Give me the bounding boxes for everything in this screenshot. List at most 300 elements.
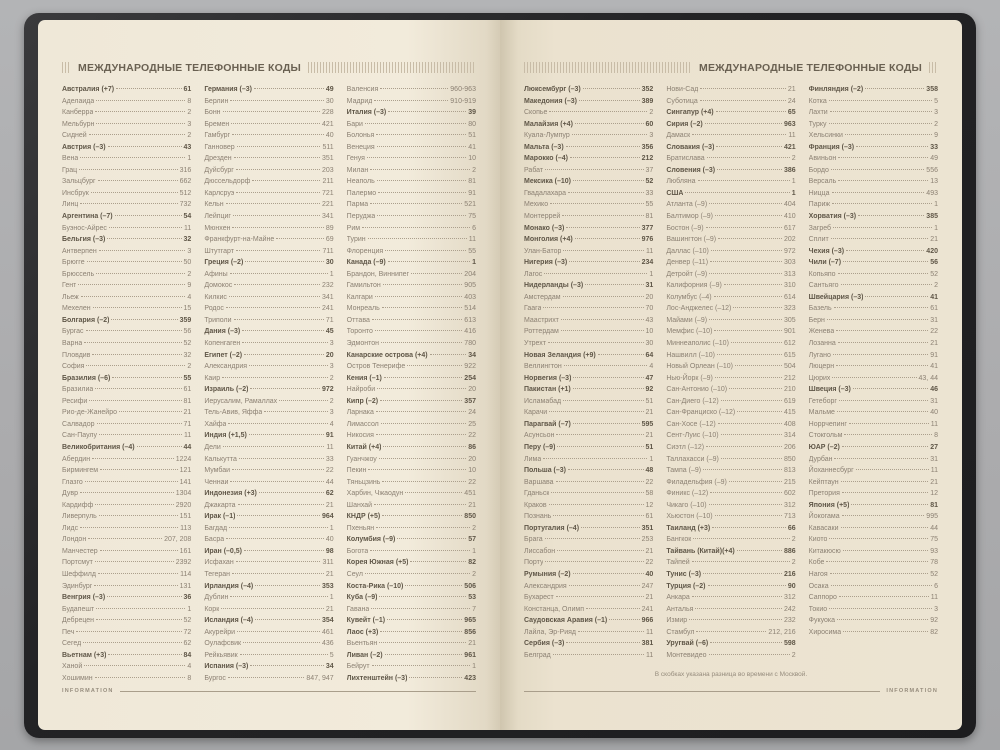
city-entry (666, 373, 795, 385)
entry-name: Балтимор (–9) (666, 213, 714, 221)
entry-code: 1 (472, 663, 476, 671)
entry-name: Бразилиа (62, 386, 94, 394)
city-entry (524, 627, 653, 639)
entry-name: Салвадор (62, 420, 95, 428)
entry-name: Шанхай (346, 501, 373, 509)
entry-code: 2 (472, 166, 476, 174)
city-entry (524, 650, 653, 662)
city-entry (666, 430, 795, 442)
entry-name: Мальме (808, 409, 835, 417)
entry-code: 161 (179, 547, 192, 555)
entry-name: Дюссельдорф (204, 178, 251, 186)
entry-code: 24 (468, 409, 476, 417)
entry-name: Монтевидео (666, 651, 707, 659)
entry-code: 423 (464, 674, 476, 682)
dot-leader (229, 527, 328, 528)
entry-code: 52 (183, 340, 192, 348)
dot-leader (137, 446, 182, 447)
entry-name: Канарские острова (+4) (346, 351, 428, 359)
entry-code: 253 (641, 536, 654, 544)
country-entry (666, 119, 795, 131)
entry-name: Кобе (808, 559, 825, 567)
dot-leader (846, 250, 924, 251)
entry-code: 21 (468, 640, 476, 648)
entry-code: 2 (472, 570, 476, 578)
entry-name: Триполи (204, 316, 232, 324)
entry-name: Скопье (524, 109, 548, 117)
entry-name: Мехико (524, 201, 549, 209)
entry-code: 91 (325, 432, 334, 440)
dot-leader (365, 123, 466, 124)
city-entry (347, 604, 476, 616)
entry-name: Лугано (808, 351, 831, 359)
entry-code: 41 (468, 143, 476, 151)
dot-leader (377, 215, 466, 216)
entry-code: 1 (649, 270, 654, 278)
country-entry (347, 442, 476, 454)
city-entry (62, 176, 191, 188)
entry-name: Швеция (–3) (808, 386, 851, 394)
dot-leader (561, 319, 644, 320)
city-entry (204, 523, 333, 535)
dot-leader (95, 111, 185, 112)
city-entry (809, 557, 938, 569)
dot-leader (240, 654, 328, 655)
dot-leader (609, 619, 639, 620)
entry-name: Тель-Авив, Яффа (204, 409, 263, 417)
city-entry (524, 338, 653, 350)
dot-leader (564, 365, 648, 366)
entry-name: Мюнхен (204, 224, 231, 232)
entry-name: Анкара (666, 594, 690, 602)
entry-code: 53 (468, 594, 476, 602)
city-entry (666, 384, 795, 396)
entry-name: Торонто (346, 328, 373, 336)
dot-leader (865, 88, 924, 89)
country-entry (809, 257, 938, 269)
entry-code: 415 (783, 409, 796, 417)
entry-code: 312 (783, 501, 796, 509)
entry-name: Берлин (204, 97, 229, 105)
dot-leader (98, 573, 178, 574)
country-entry (62, 315, 191, 327)
entry-code: 91 (930, 351, 938, 359)
entry-code: 56 (183, 328, 192, 336)
entry-name: Калькутта (204, 455, 237, 463)
dot-leader (249, 434, 324, 435)
entry-code: 41 (930, 293, 938, 301)
entry-code: 241 (641, 605, 654, 613)
dot-leader (545, 538, 640, 539)
country-entry (62, 234, 191, 246)
entry-code: 93 (930, 547, 938, 555)
city-entry (524, 454, 653, 466)
entry-name: Куала-Лумпур (524, 132, 570, 140)
country-entry (809, 246, 938, 258)
entry-name: Болгария (–2) (62, 316, 110, 324)
entry-name: Бремен (204, 120, 230, 128)
entry-code: 614 (783, 293, 796, 301)
entry-name: Антверпен (62, 247, 97, 255)
entry-code: 1 (472, 259, 476, 267)
entry-name: Ницца (808, 189, 830, 197)
city-entry (347, 465, 476, 477)
city-entry (62, 292, 191, 304)
city-entry (347, 246, 476, 258)
entry-code: 856 (464, 628, 476, 636)
city-entry (347, 176, 476, 188)
entry-code: 20 (468, 455, 476, 463)
entry-code: 966 (641, 617, 654, 625)
entry-name: Суботица (666, 97, 698, 105)
city-entry (524, 557, 653, 569)
dot-leader (715, 515, 782, 516)
city-entry (666, 153, 795, 165)
entry-code: 961 (464, 651, 476, 659)
entry-name: Дели (204, 443, 221, 451)
dot-leader (374, 504, 466, 505)
city-entry (62, 581, 191, 593)
city-entry (204, 165, 333, 177)
entry-name: Корея Южная (+5) (346, 559, 409, 567)
entry-code: 31 (930, 455, 938, 463)
entry-code: 2 (187, 109, 192, 117)
dot-leader (86, 365, 185, 366)
entry-name: Новая Зеландия (+9) (524, 351, 596, 359)
city-entry (62, 604, 191, 616)
entry-code: 11 (646, 628, 654, 636)
entry-name: Кельн (204, 201, 224, 209)
left-page-header (62, 60, 476, 75)
entry-name: Сплит (808, 236, 829, 244)
city-entry (347, 338, 476, 350)
city-entry (809, 119, 938, 131)
entry-name: Лихтенштейн (–3) (346, 674, 408, 682)
dot-leader (829, 100, 932, 101)
dot-leader (377, 146, 467, 147)
entry-code: 8 (934, 432, 938, 440)
dot-leader (376, 134, 466, 135)
city-entry (62, 165, 191, 177)
city-entry (62, 534, 191, 546)
country-entry (809, 500, 938, 512)
entry-code: 204 (464, 270, 476, 278)
city-entry (809, 581, 938, 593)
entry-code: 323 (783, 305, 796, 313)
entry-name: Тайвань (Китай)(+4) (666, 547, 735, 555)
entry-code: 963 (783, 120, 796, 128)
country-entry (62, 592, 191, 604)
entry-code: 32 (183, 351, 192, 359)
city-entry (524, 269, 653, 281)
city-entry (666, 534, 795, 546)
entry-name: Уругвай (–6) (666, 640, 709, 648)
entry-name: Бельгия (–3) (62, 236, 106, 244)
entry-code: 56 (930, 259, 938, 267)
entry-name: Порту (524, 559, 544, 567)
city-entry (204, 373, 333, 385)
entry-name: Версаль (808, 178, 837, 186)
entry-code: 7 (472, 605, 476, 613)
entry-code: 11 (930, 594, 938, 602)
dot-leader (721, 458, 782, 459)
dot-leader (382, 515, 462, 516)
city-entry (62, 338, 191, 350)
dot-leader (575, 238, 640, 239)
entry-code: 232 (783, 617, 796, 625)
entry-code: 976 (641, 236, 654, 244)
entry-code: 75 (930, 536, 938, 544)
entry-code: 780 (464, 340, 476, 348)
country-entry (524, 234, 653, 246)
city-entry (666, 419, 795, 431)
entry-code: 732 (179, 201, 192, 209)
entry-code: 3 (187, 247, 192, 255)
entry-code: 310 (783, 282, 796, 290)
entry-name: Бордо (808, 166, 829, 174)
dot-leader (370, 203, 462, 204)
dot-leader (563, 400, 643, 401)
dot-leader (255, 585, 320, 586)
entry-name: Познань (524, 513, 552, 521)
entry-name: Дувр (62, 490, 79, 498)
entry-name: Бирмингем (62, 467, 99, 475)
dot-leader (115, 215, 182, 216)
entry-name: Печ (62, 628, 75, 636)
entry-code: 613 (464, 316, 476, 324)
city-entry (62, 119, 191, 131)
city-entry (809, 615, 938, 627)
dot-leader (729, 481, 782, 482)
country-entry (204, 581, 333, 593)
city-entry (524, 581, 653, 593)
city-entry (62, 361, 191, 373)
entry-name: Сидней (62, 132, 87, 140)
entry-code: 10 (468, 155, 476, 163)
dot-leader (705, 123, 782, 124)
dot-leader (581, 527, 640, 528)
dot-leader (242, 342, 327, 343)
city-entry (666, 557, 795, 569)
city-entry (524, 604, 653, 616)
entry-name: Иран (–0,5) (204, 547, 242, 555)
entry-name: Сеул (346, 570, 363, 578)
dot-leader (573, 423, 640, 424)
entry-code: 40 (930, 409, 938, 417)
entry-name: Братислава (666, 155, 705, 163)
city-entry (809, 592, 938, 604)
entry-code: 62 (183, 640, 192, 648)
dot-leader (586, 608, 640, 609)
dot-leader (549, 411, 643, 412)
entry-code: 44 (930, 524, 938, 532)
dot-leader (375, 296, 462, 297)
city-entry (524, 488, 653, 500)
dot-leader (729, 388, 782, 389)
country-entry (524, 142, 653, 154)
entry-code: 9 (934, 132, 938, 140)
dot-leader (829, 123, 933, 124)
entry-code: 403 (464, 293, 476, 301)
dot-leader (543, 307, 643, 308)
city-entry (666, 246, 795, 258)
dot-leader (844, 434, 932, 435)
entry-name: Хиросима (808, 628, 842, 636)
entry-code: 359 (179, 316, 192, 324)
entry-code: 151 (179, 513, 192, 521)
entry-code: 40 (325, 132, 334, 140)
dot-leader (692, 561, 790, 562)
entry-code: 65 (787, 109, 796, 117)
dot-leader (715, 377, 782, 378)
city-entry (524, 188, 653, 200)
entry-code: 314 (783, 432, 796, 440)
entry-code: 61 (183, 86, 192, 93)
entry-code: 960-963 (450, 86, 476, 93)
dot-leader (737, 550, 782, 551)
entry-name: Франкфурт-на-Майне (204, 236, 275, 244)
city-entry (62, 107, 191, 119)
dot-leader (383, 284, 463, 285)
dot-leader (119, 411, 182, 412)
dot-leader (385, 654, 463, 655)
city-entry (666, 211, 795, 223)
codes-column (524, 84, 653, 661)
city-entry (666, 488, 795, 500)
city-entry (347, 326, 476, 338)
entry-code: 58 (645, 490, 654, 498)
entry-code: 972 (321, 386, 334, 394)
entry-name: Улан-Батор (524, 247, 562, 255)
entry-name: Корк (204, 605, 220, 613)
footer-label: INFORMATION (886, 688, 938, 694)
entry-name: Оттава (346, 316, 370, 324)
city-entry (204, 592, 333, 604)
entry-name: Великобритания (–4) (62, 443, 135, 451)
entry-code: 598 (783, 640, 796, 648)
entry-name: Франция (–3) (808, 143, 855, 151)
entry-name: Мадрид (346, 97, 373, 105)
entry-name: Таиланд (+3) (666, 524, 711, 532)
entry-name: Асунсьон (524, 432, 555, 440)
city-entry (204, 153, 333, 165)
entry-name: Чехия (–3) (808, 247, 845, 255)
country-entry (204, 546, 333, 558)
dot-leader (226, 203, 320, 204)
dot-leader (84, 342, 181, 343)
dot-leader (833, 227, 932, 228)
city-entry (204, 638, 333, 650)
entry-name: Турин (346, 236, 366, 244)
city-entry (204, 338, 333, 350)
dot-leader (80, 203, 177, 204)
city-entry (666, 269, 795, 281)
dot-leader (557, 550, 643, 551)
city-entry (666, 223, 795, 235)
country-entry (666, 188, 795, 200)
city-entry (62, 199, 191, 211)
dot-leader (91, 192, 178, 193)
city-entry (204, 107, 333, 119)
entry-name: Калгари (346, 293, 373, 301)
entry-name: Париж (808, 201, 831, 209)
entry-code: 81 (468, 178, 476, 186)
dot-leader (707, 157, 790, 158)
entry-code: 20 (468, 386, 476, 394)
entry-code: 1224 (175, 455, 192, 463)
dot-leader (829, 608, 932, 609)
dot-leader (405, 585, 462, 586)
city-entry (524, 534, 653, 546)
entry-code: 43 (645, 316, 654, 324)
entry-name: США (666, 189, 684, 197)
dot-leader (245, 261, 324, 262)
entry-name: Новый Орлеан (–10) (666, 363, 734, 371)
city-entry (347, 430, 476, 442)
entry-code: 52 (930, 270, 938, 278)
country-entry (204, 84, 333, 96)
entry-name: Штутгарт (204, 247, 234, 255)
dot-leader (411, 273, 462, 274)
dot-leader (842, 492, 928, 493)
entry-name: Лимассол (346, 420, 379, 428)
entry-code: 52 (183, 617, 192, 625)
entry-code: 232 (321, 282, 334, 290)
dot-leader (232, 227, 323, 228)
entry-name: Сиэтл (–12) (666, 443, 705, 451)
dot-leader (376, 411, 466, 412)
entry-name: Будапешт (62, 605, 95, 613)
entry-name: КНДР (+5) (346, 513, 381, 521)
city-entry (666, 511, 795, 523)
entry-name: Зальцбург (62, 178, 96, 186)
entry-name: Дублин (204, 594, 229, 602)
entry-name: Джакарта (204, 501, 236, 509)
dot-leader (254, 88, 324, 89)
entry-name: Каир (204, 374, 221, 382)
entry-code: 247 (641, 582, 654, 590)
entry-code: 619 (783, 397, 796, 405)
dot-leader (553, 515, 643, 516)
hatch-decoration (308, 62, 476, 73)
dot-leader (578, 631, 644, 632)
dot-leader (223, 111, 320, 112)
entry-name: Инсбрук (62, 189, 89, 197)
entry-name: Бургас (62, 328, 84, 336)
dot-leader (553, 654, 644, 655)
country-entry (524, 257, 653, 269)
entry-code: 1 (329, 524, 334, 532)
country-entry (809, 384, 938, 396)
entry-name: Валенсия (346, 86, 379, 93)
city-entry (666, 350, 795, 362)
entry-name: Любляна (666, 178, 696, 186)
entry-code: 62 (325, 490, 334, 498)
entry-name: Генуя (346, 155, 365, 163)
entry-code: 33 (930, 143, 938, 151)
entry-code: 10 (645, 328, 654, 336)
entry-code: 1 (791, 189, 796, 197)
entry-code: 92 (930, 617, 938, 625)
dot-leader (377, 388, 466, 389)
country-entry (809, 211, 938, 223)
city-entry (666, 396, 795, 408)
entry-code: 44 (183, 443, 192, 451)
dot-leader (107, 238, 181, 239)
entry-name: Грац (62, 166, 78, 174)
dot-leader (716, 146, 782, 147)
entry-code: 228 (321, 109, 334, 117)
